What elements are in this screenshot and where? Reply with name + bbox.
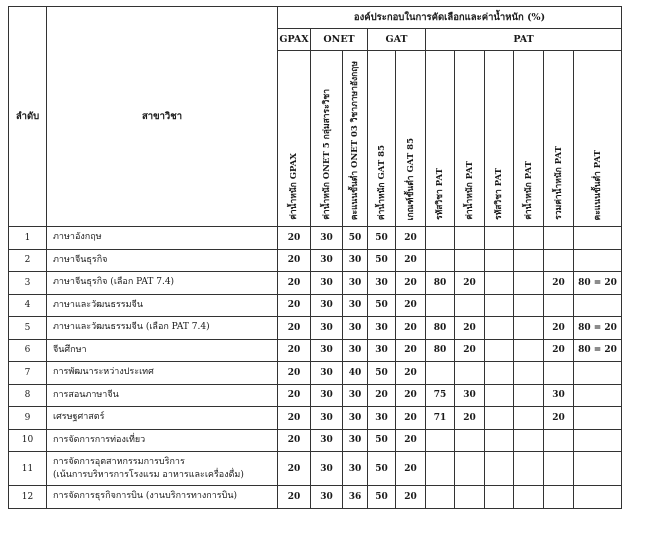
major-name: ภาษาจีนธุรกิจ (เลือก PAT 7.4) [53,277,175,288]
value-cell: 20 [455,272,485,295]
row-major [47,486,278,509]
value-cell [544,452,574,486]
value-cell: 30 [368,317,396,340]
col-pat-weight-2 [514,51,544,227]
value-cell [426,486,455,509]
row-order: 10 [9,429,47,452]
value-cell: 71 [426,407,455,430]
value-cell: 20 [396,486,426,509]
major-name: การจัดการการท่องเที่ยว [53,434,146,445]
row-major [47,227,278,250]
row-order: 6 [9,339,47,362]
row-major [47,407,278,430]
value-cell: 20 [396,452,426,486]
value-cell [485,294,514,317]
value-cell: 40 [343,362,368,385]
row-order: 11 [9,452,47,486]
major-header: สาขาวิชา [47,7,278,227]
value-cell [485,384,514,407]
value-cell: 30 [311,384,343,407]
value-cell: 20 [278,317,311,340]
value-cell [485,486,514,509]
value-cell: 20 [278,272,311,295]
value-cell: 20 [368,384,396,407]
value-cell [455,452,485,486]
col-label: คะแนนขั้นต่ำ ONET 03 วิชาภาษาอังกฤษ [350,60,360,220]
value-cell: 20 [278,407,311,430]
value-cell [514,272,544,295]
major-name: เศรษฐศาสตร์ [53,412,105,423]
col-pat-code-1 [426,51,455,227]
major-name: จีนศึกษา [53,344,87,355]
value-cell [426,294,455,317]
col-gpax-weight [278,51,311,227]
value-cell: 20 [544,272,574,295]
value-cell [455,486,485,509]
value-cell: 30 [544,384,574,407]
value-cell: 20 [396,249,426,272]
major-note: (เน้นการบริหารการโรงแรม อาหารและเครื่องดื่ม) [53,469,244,480]
value-cell [455,249,485,272]
col-pat-code-2 [485,51,514,227]
value-cell [514,486,544,509]
value-cell [426,227,455,250]
value-cell: 20 [278,294,311,317]
table-row [9,452,622,486]
value-cell: 20 [278,486,311,509]
value-cell: 30 [311,362,343,385]
value-cell [485,339,514,362]
value-cell: 20 [455,407,485,430]
value-cell: 30 [311,249,343,272]
group-onet: ONET [311,29,368,51]
value-cell: 30 [368,272,396,295]
value-cell: 20 [455,339,485,362]
value-cell [485,317,514,340]
value-cell: 20 [278,452,311,486]
row-major [47,429,278,452]
value-cell [574,362,622,385]
row-order: 2 [9,249,47,272]
value-cell: 30 [311,407,343,430]
col-label: ค่าน้ำหนัก GAT 85 [376,144,387,220]
value-cell: 30 [343,272,368,295]
value-cell: 20 [278,384,311,407]
value-cell [485,362,514,385]
order-header: ลำดับ [9,7,47,227]
value-cell: 30 [368,339,396,362]
value-cell [514,362,544,385]
value-cell: 30 [311,317,343,340]
value-cell [455,362,485,385]
value-cell: 30 [311,452,343,486]
value-cell [485,272,514,295]
value-cell: 20 [396,429,426,452]
value-cell: 50 [368,362,396,385]
value-cell [544,486,574,509]
value-cell: 50 [368,452,396,486]
table-row [9,429,622,452]
row-major [47,452,278,486]
value-cell: 30 [311,294,343,317]
value-cell [514,384,544,407]
value-cell: 30 [311,339,343,362]
value-cell: 75 [426,384,455,407]
value-cell [485,249,514,272]
col-label: ค่าน้ำหนัก PAT [523,161,534,220]
value-cell: 80 = 20 [574,272,622,295]
value-cell [485,407,514,430]
value-cell [514,452,544,486]
value-cell: 20 [278,362,311,385]
col-gat-min [396,51,426,227]
value-cell: 20 [396,339,426,362]
row-order: 3 [9,272,47,295]
major-name: ภาษาและวัฒนธรรมจีน (เลือก PAT 7.4) [53,322,210,333]
col-pat-min [574,51,622,227]
value-cell [514,294,544,317]
value-cell [544,227,574,250]
value-cell: 20 [278,429,311,452]
value-cell: 30 [311,486,343,509]
major-name: การสอนภาษาจีน [53,389,119,400]
value-cell [514,227,544,250]
value-cell: 30 [311,272,343,295]
row-major [47,339,278,362]
row-major [47,384,278,407]
table-row [9,294,622,317]
col-onet-min-english [343,51,368,227]
value-cell [544,294,574,317]
major-name: ภาษาอังกฤษ [53,232,102,243]
value-cell: 50 [368,249,396,272]
row-major [47,362,278,385]
value-cell: 20 [278,339,311,362]
row-order: 7 [9,362,47,385]
table-row [9,362,622,385]
col-label: รวมค่าน้ำหนัก PAT [553,146,564,220]
col-label: ค่าน้ำหนัก PAT [464,161,475,220]
row-order: 5 [9,317,47,340]
value-cell: 20 [544,339,574,362]
value-cell: 50 [368,486,396,509]
table-row [9,227,622,250]
table-row [9,317,622,340]
value-cell: 50 [368,429,396,452]
group-pat: PAT [426,29,622,51]
col-label: เกณฑ์ขั้นต่ำ GAT 85 [405,137,416,220]
admission-weights-table [8,6,622,509]
value-cell: 80 = 20 [574,317,622,340]
value-cell [514,249,544,272]
value-cell [574,249,622,272]
value-cell: 20 [396,272,426,295]
col-pat-weight-1 [455,51,485,227]
value-cell [514,429,544,452]
row-order: 9 [9,407,47,430]
col-gat-weight [368,51,396,227]
row-major [47,294,278,317]
value-cell [574,429,622,452]
table-row [9,407,622,430]
major-name: ภาษาจีนธุรกิจ [53,254,108,265]
value-cell: 30 [455,384,485,407]
value-cell: 20 [396,227,426,250]
col-label: ค่าน้ำหนัก ONET 5 กลุ่มสาระวิชา [321,89,332,220]
value-cell: 80 = 20 [574,339,622,362]
major-name: ภาษาและวัฒนธรรมจีน [53,299,143,310]
col-label: คะแนนขั้นต่ำ PAT [592,149,603,220]
value-cell: 80 [426,339,455,362]
components-header: องค์ประกอบในการคัดเลือกและค่าน้ำหนัก (%) [278,7,622,29]
value-cell [514,339,544,362]
value-cell: 20 [278,227,311,250]
value-cell [574,384,622,407]
value-cell [574,486,622,509]
value-cell: 50 [343,227,368,250]
value-cell [485,227,514,250]
value-cell: 30 [311,429,343,452]
value-cell: 30 [343,317,368,340]
col-label: ค่าน้ำหนัก GPAX [289,153,299,220]
value-cell: 20 [396,317,426,340]
major-name: การจัดการธุรกิจการบิน (งานบริการทางการบิน) [53,491,237,502]
value-cell [426,452,455,486]
row-major [47,249,278,272]
value-cell: 20 [278,249,311,272]
value-cell [455,227,485,250]
value-cell: 30 [343,294,368,317]
value-cell: 20 [396,362,426,385]
value-cell [574,407,622,430]
value-cell: 30 [311,227,343,250]
value-cell [455,429,485,452]
value-cell: 30 [343,384,368,407]
col-onet-weight [311,51,343,227]
row-order: 8 [9,384,47,407]
value-cell [426,429,455,452]
row-major [47,272,278,295]
row-order: 4 [9,294,47,317]
value-cell: 50 [368,227,396,250]
value-cell: 50 [368,294,396,317]
value-cell: 80 [426,272,455,295]
table-row [9,486,622,509]
value-cell: 20 [396,384,426,407]
col-pat-total-weight [544,51,574,227]
value-cell [426,362,455,385]
value-cell: 30 [368,407,396,430]
value-cell: 20 [544,407,574,430]
group-gpax: GPAX [278,29,311,51]
table-body [9,227,622,509]
value-cell: 36 [343,486,368,509]
col-label: รหัสวิชา PAT [435,168,445,220]
value-cell: 20 [396,407,426,430]
value-cell [544,249,574,272]
value-cell: 20 [396,294,426,317]
value-cell [455,294,485,317]
col-label: รหัสวิชา PAT [494,168,504,220]
value-cell: 30 [343,407,368,430]
value-cell: 80 [426,317,455,340]
value-cell [485,429,514,452]
value-cell: 30 [343,429,368,452]
value-cell: 30 [343,339,368,362]
admission-table-container [8,6,622,509]
value-cell [544,362,574,385]
value-cell [544,429,574,452]
row-major [47,317,278,340]
value-cell [426,249,455,272]
value-cell [514,317,544,340]
table-row [9,249,622,272]
major-name: การพัฒนาระหว่างประเทศ [53,367,154,378]
table-row [9,339,622,362]
value-cell [514,407,544,430]
value-cell: 20 [544,317,574,340]
value-cell [485,452,514,486]
value-cell [574,227,622,250]
value-cell: 30 [343,249,368,272]
group-gat: GAT [368,29,426,51]
major-name: การจัดการอุตสาหกรรมการบริการ [53,456,185,467]
table-row [9,384,622,407]
table-row [9,272,622,295]
row-order: 1 [9,227,47,250]
value-cell [574,452,622,486]
value-cell [574,294,622,317]
value-cell: 30 [343,452,368,486]
value-cell: 20 [455,317,485,340]
row-order: 12 [9,486,47,509]
